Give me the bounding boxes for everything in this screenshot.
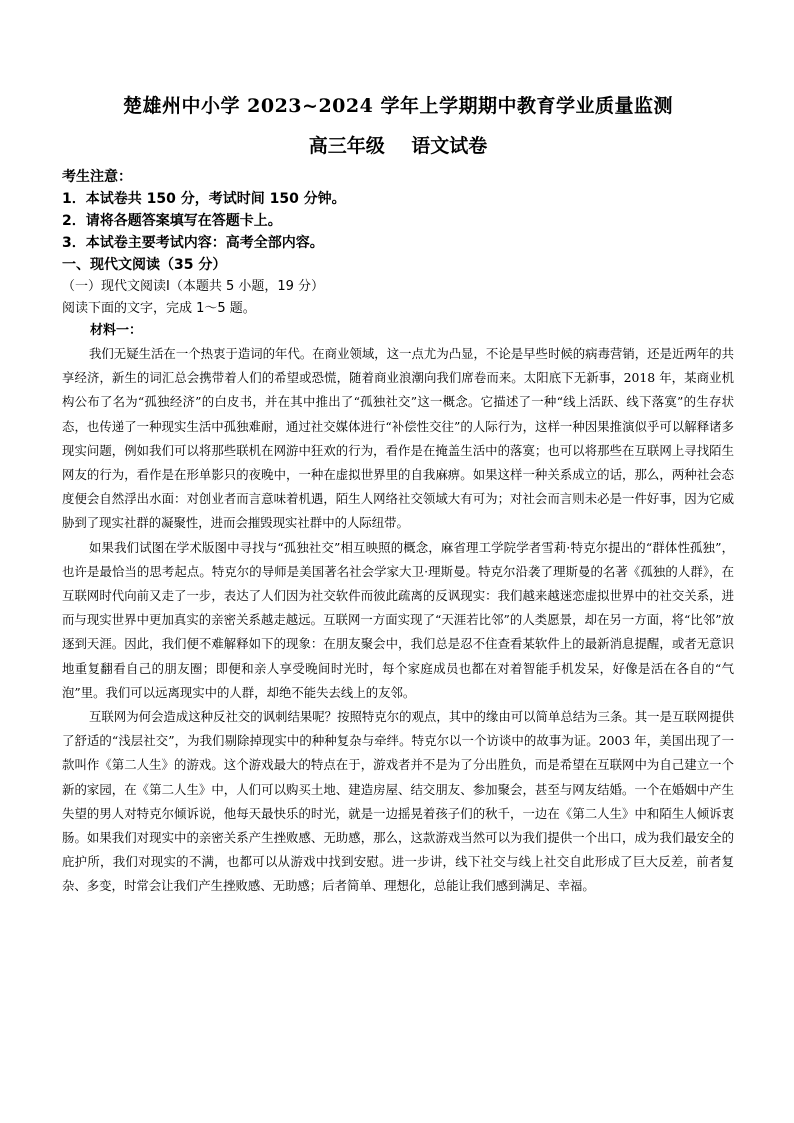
- paragraph: 如果我们试图在学术版图中寻找与“孤独社交”相互映照的概念，麻省理工学院学者雪莉·特克尔提出的“群体性孤独”，也许是最恰当的思考起点。特克尔的导师是美国著名社会学家大卫·理斯曼。特克尔沿袭了理斯曼的名著《孤独的人群》，在互联网时代向前又走了一步，表达了人们因为社交软件而彼此疏离的反讽现实：我们越来越迷恋虚拟世界中的社交关系，进而与现实世界中更加真实的亲密关系越走越远。互联网一方面实现了“天涯若比邻”的人类愿景，却在另一方面，将“比邻”放逐到天涯。因此，我们便不难解释如下的现象：在朋友聚会中，我们总是忍不住查看某软件上的最新消息提醒，或者无意识地重复翻看自己的朋友圈；即便和亲人享受晚间时光时，每个家庭成员也都在对着智能手机发呆，好像是活在各自的“气泡”里。我们可以远离现实中的人群，却绝不能失去线上的友邻。: [62, 539, 734, 700]
- material-label: 材料一：: [90, 323, 143, 338]
- section-title: 一、现代文阅读（35 分）: [62, 257, 227, 273]
- notice-heading: 考生注意：: [62, 169, 132, 185]
- notice-item: 2．请将各题答案填写在答题卡上。: [62, 213, 282, 229]
- subsection-title: （一）现代文阅读Ⅰ（本题共 5 小题，19 分）: [62, 279, 325, 294]
- notice-item: 3．本试卷主要考试内容：高考全部内容。: [62, 235, 324, 251]
- paragraph: 互联网为何会造成这种反社交的讽刺结果呢？按照特克尔的观点，其中的缘由可以简单总结为三条。其一是互联网提供了舒适的“浅层社交”，为我们剔除掉现实中的种种复杂与牵绊。特克尔以一个访谈中的故事为证。2003 年，美国出现了一款叫作《第二人生》的游戏。这个游戏最大的特点在于，游戏者并不是为了分出胜负，而是希望在互联网中为自己建立一个新的家园，在《第二人生》中，人们可以购买土地、建造房屋、结交朋友、参加聚会，甚至与网友结婚。一个在婚姻中产生失望的男人对特克尔倾诉说，他每天最快乐的时光，就是一边摇晃着孩子们的秋千，一边在《第二人生》中和陌生人倾诉衷肠。如果我们对现实中的亲密关系产生挫败感、无助感，那么，这款游戏当然可以为我们提供一个出口，成为我们最安全的庇护所，我们对现实的不满，也都可以从游戏中找到安慰。进一步讲，线下社交与线上社交自此形成了巨大反差，前者复杂、多变，时常会让我们产生挫败感、无助感；后者简单、理想化，总能让我们感到满足、幸福。: [62, 709, 734, 894]
- reading-instruction: 阅读下面的文字，完成 1～5 题。: [62, 301, 256, 316]
- notice-item: 1．本试卷共 150 分，考试时间 150 分钟。: [62, 191, 346, 207]
- paragraph: 我们无疑生活在一个热衷于造词的年代。在商业领域，这一点尤为凸显，不论是早些时候的病毒营销，还是近两年的共享经济，新生的词汇总会携带着人们的希望或恐慌，随着商业浪潮向我们席卷而来。太阳底下无新事，2018 年，某商业机构公布了名为“孤独经济”的白皮书，并在其中推出了“孤独社交”这一概念。它描述了一种“线上活跃、线下落寞”的生存状态，也传递了一种现实生活中孤独难耐，通过社交媒体进行“补偿性交往”的人际行为，这样一种因果推演似乎可以解释诸多现实问题，例如我们可以将那些联机在网游中狂欢的行为，看作是在掩盖生活中的落寞；也可以将那些在互联网上寻找陌生网友的行为，看作是在形单影只的夜晚中，一种在虚拟世界里的自我麻痹。如果这样一种关系成立的话，那么，两种社会态度便会自然浮出水面：对创业者而言意味着机遇，陌生人网络社交领域大有可为；对社会而言则未必是一件好事，因为它威胁到了现实社群的凝聚性，进而会摧毁现实社群中的人际纽带。: [62, 346, 734, 531]
- candidate-notice: [62, 166, 734, 254]
- material-text: [62, 342, 734, 899]
- exam-subtitle: 高三年级 语文试卷: [308, 135, 488, 157]
- exam-page: [62, 92, 734, 899]
- exam-title: 楚雄州中小学 2023~2024 学年上学期期中教育学业质量监测: [123, 95, 673, 117]
